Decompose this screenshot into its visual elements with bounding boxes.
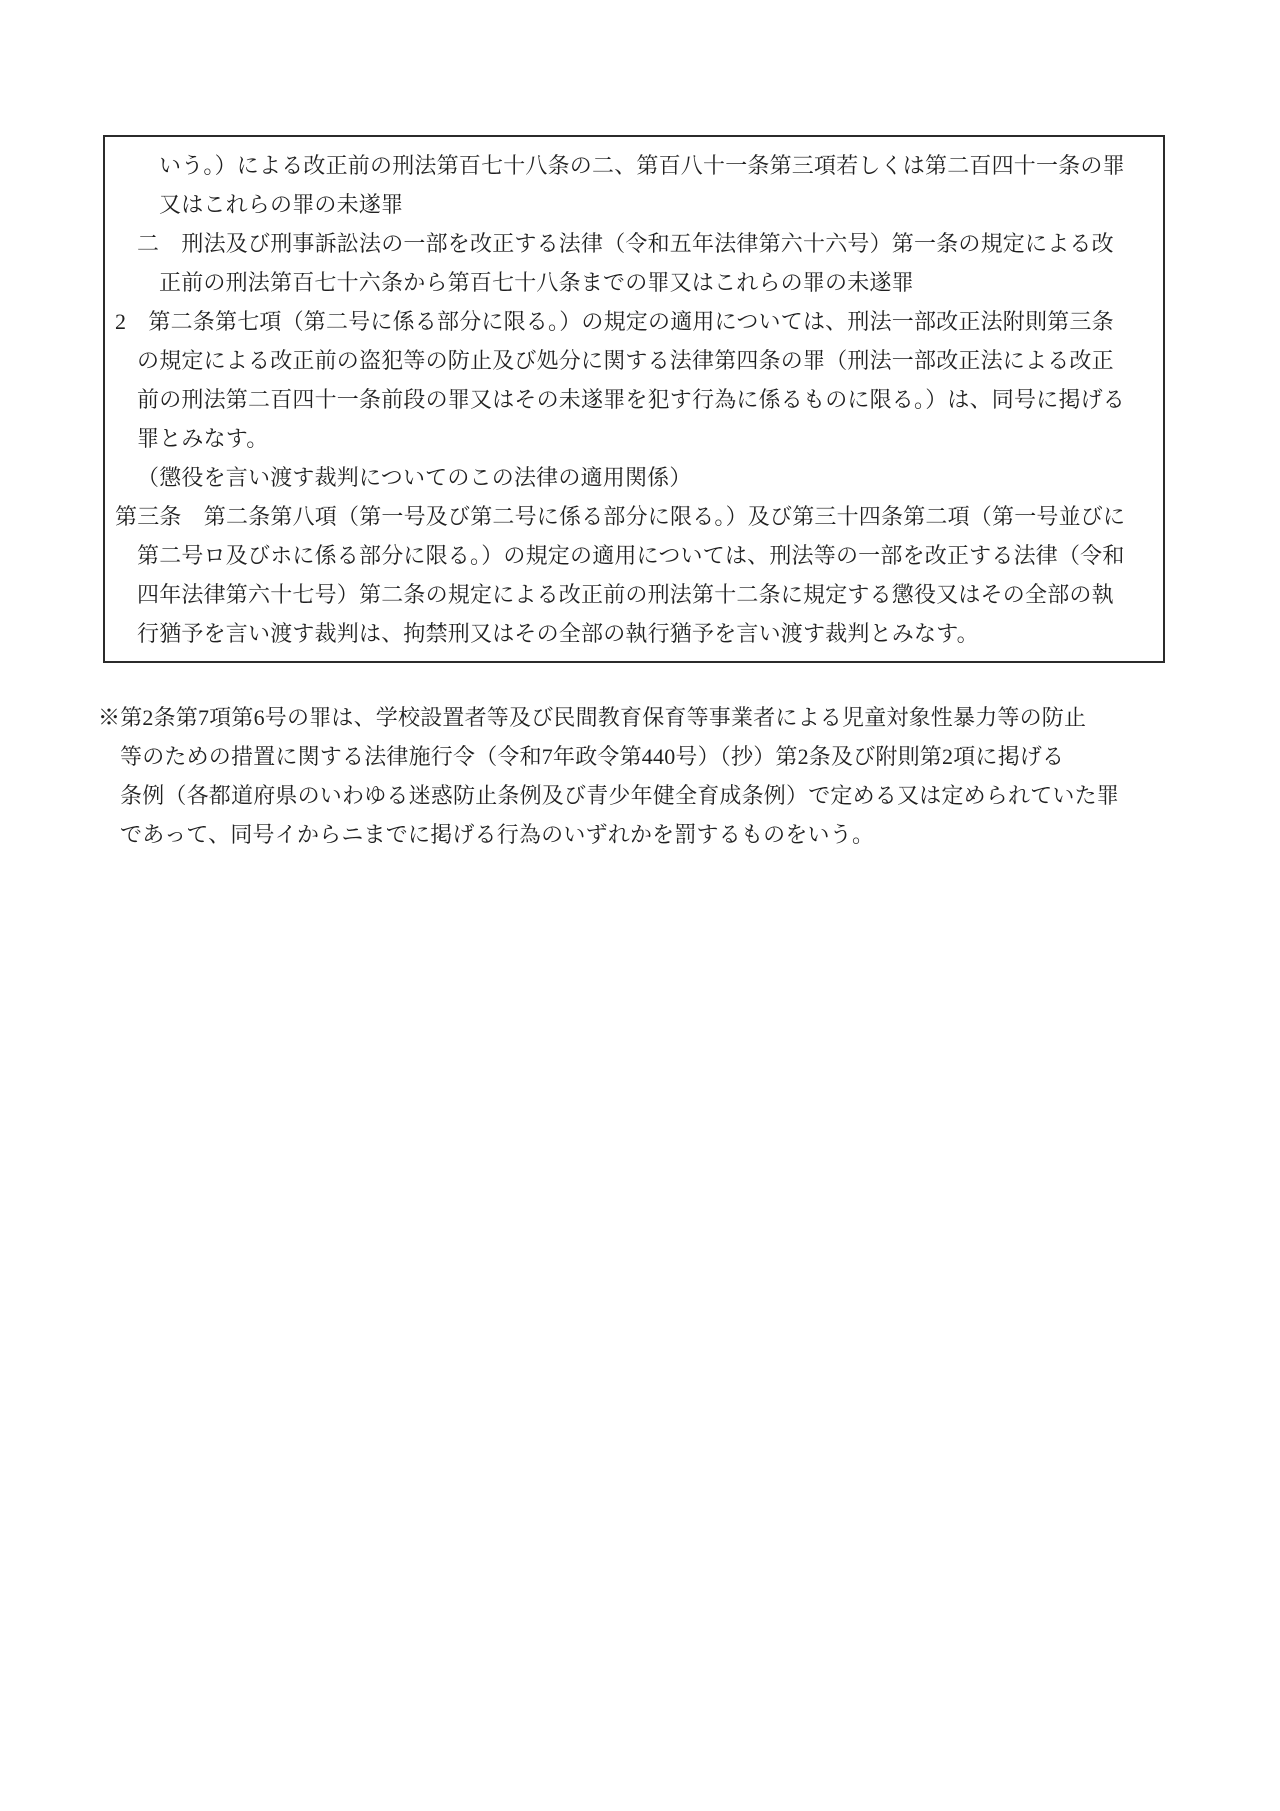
box-line: いう。）による改正前の刑法第百七十八条の二、第百八十一条第三項若しくは第二百四十一条の罪 (159, 153, 1125, 178)
box-line: 行猶予を言い渡す裁判は、拘禁刑又はその全部の執行猶予を言い渡す裁判とみなす。 (137, 621, 979, 646)
footnote-line: であって、同号イからニまでに掲げる行為のいずれかを罰するものをいう。 (120, 822, 875, 847)
footnote-line: 条例（各都道府県のいわゆる迷惑防止条例及び青少年健全育成条例）で定める又は定められていた罪 (120, 783, 1120, 808)
footnote-line: ※第2条第7項第6号の罪は、学校設置者等及び民間教育保育等事業者による児童対象性暴力等の防止 (98, 705, 1087, 730)
box-line: 四年法律第六十七号）第二条の規定による改正前の刑法第十二条に規定する懲役又はその全部の執 (137, 582, 1114, 607)
box-line-item-two: 二 刑法及び刑事訴訟法の一部を改正する法律（令和五年法律第六十六号）第一条の規定による改 (137, 231, 1114, 256)
box-line: 又はこれらの罪の未遂罪 (159, 192, 404, 217)
box-line: の規定による改正前の盗犯等の防止及び処分に関する法律第四条の罪（刑法一部改正法による改正 (137, 348, 1114, 373)
footnote-line: 等のための措置に関する法律施行令（令和7年政令第440号）（抄）第2条及び附則第2項に掲げる (120, 744, 1065, 769)
box-line-article-3: 第三条 第二条第八項（第一号及び第二号に係る部分に限る。）及び第三十四条第二項（第一号並びに (115, 504, 1126, 529)
box-line-heading: （懲役を言い渡す裁判についてのこの法律の適用関係） (137, 465, 692, 490)
box-line: 正前の刑法第百七十六条から第百七十八条までの罪又はこれらの罪の未遂罪 (159, 270, 914, 295)
box-line: 前の刑法第二百四十一条前段の罪又はその未遂罪を犯す行為に係るものに限る。）は、同号に掲げる (137, 387, 1126, 412)
box-line: 罪とみなす。 (137, 426, 269, 451)
box-line: 第二号ロ及びホに係る部分に限る。）の規定の適用については、刑法等の一部を改正する法律（令和 (137, 543, 1125, 568)
footnote-note (98, 698, 1203, 854)
legal-provisions-box (103, 135, 1165, 663)
box-line-paragraph-2: 2 第二条第七項（第二号に係る部分に限る。）の規定の適用については、刑法一部改正法附則第三条 (115, 309, 1114, 334)
